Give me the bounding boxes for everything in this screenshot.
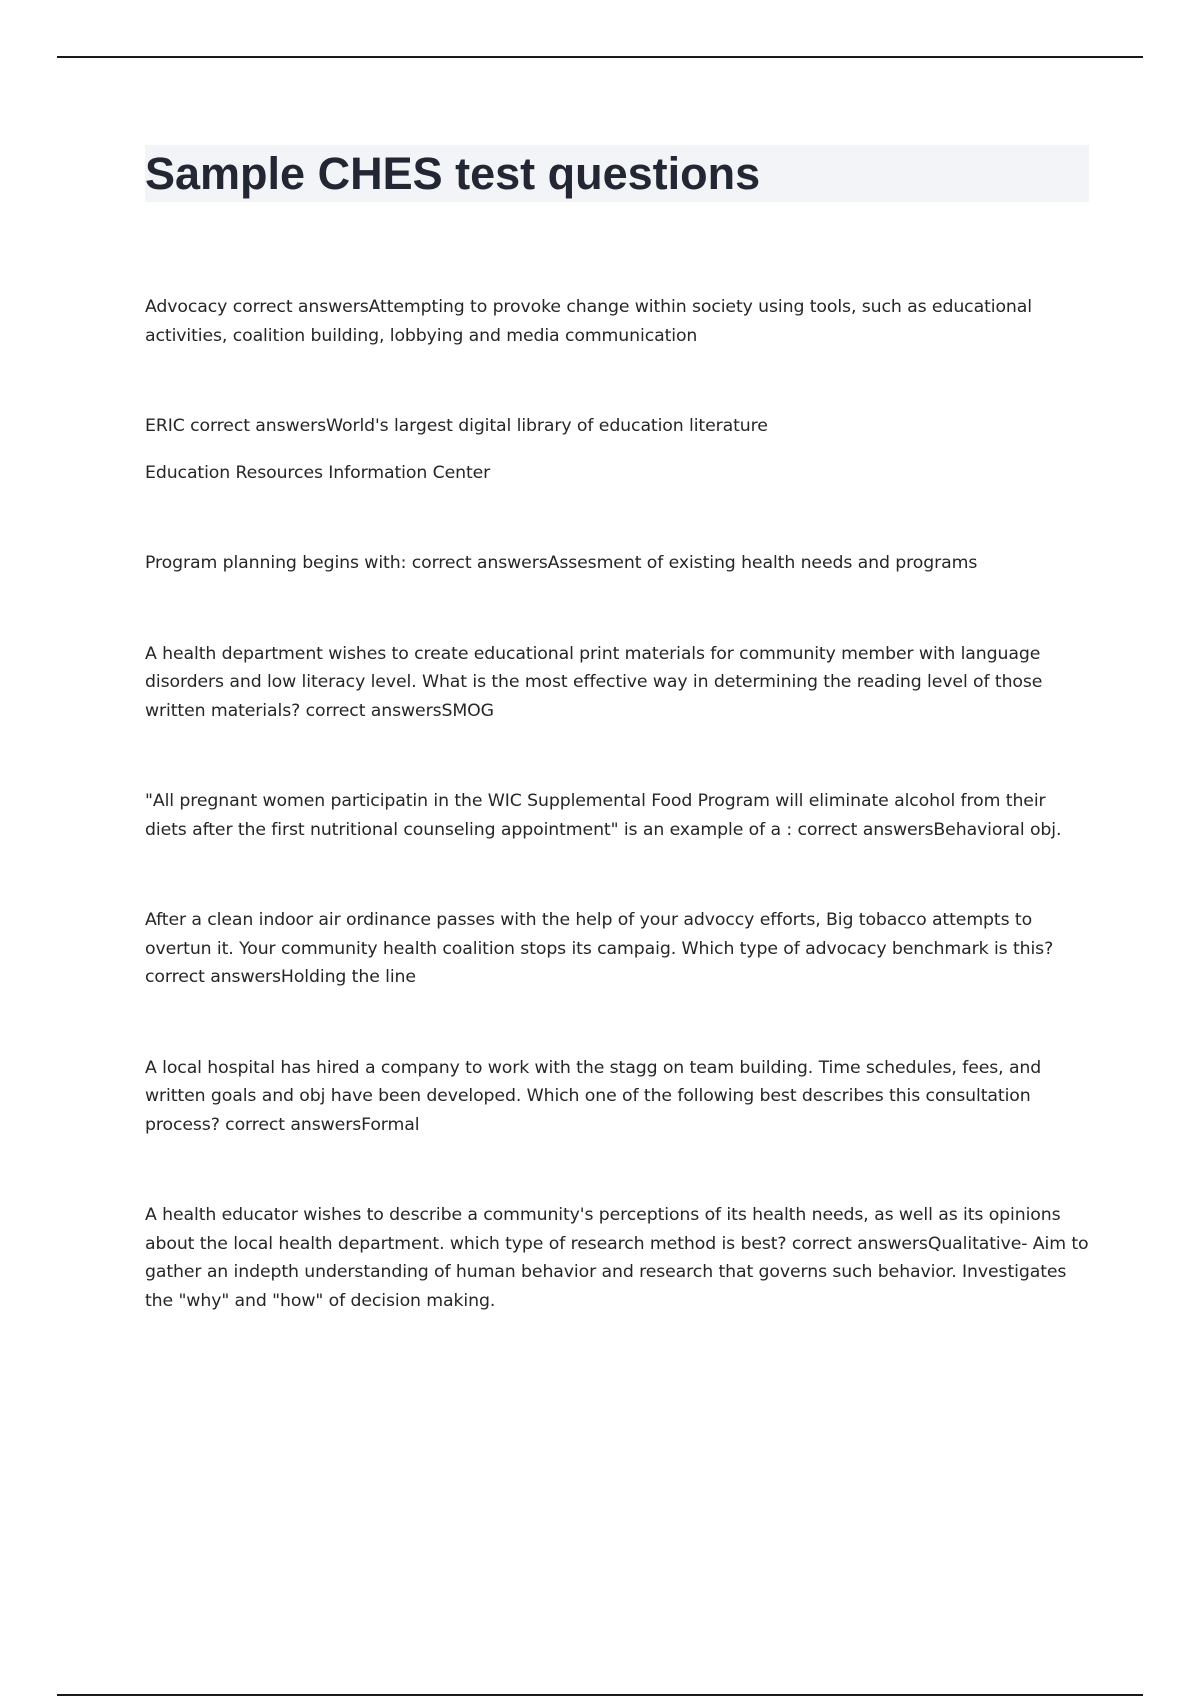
qa-extra: Education Resources Information Center [145,462,491,483]
qa-text: "All pregnant women participatin in the WIC Supplemental Food Program will eliminate alcohol from their diets after the first nutritional counseling appointment" is an example of a : correct answersBehavioral obj. [145,791,1062,840]
qa-item-research-method [145,1201,1089,1315]
qa-item-eric [145,412,1089,487]
qa-text: A health educator wishes to describe a community's perceptions of its health needs, as well as its opinions about the local health department. which type of research method is best? correct answersQualitative- Aim to gather an indepth understanding of human behavior and research that governs such behavior. Investigates the "why" and "how" of decision making. [145,1205,1089,1311]
qa-item-program-planning [145,549,1089,578]
qa-text: A local hospital has hired a company to work with the stagg on team building. Time schedules, fees, and written goals and obj have been developed. Which one of the following best describes this consultation process? correct answersFormal [145,1057,1042,1135]
page-title: Sample CHES test questions [145,148,761,199]
qa-item-behavioral-objective [145,787,1089,844]
qa-item-consultation [145,1054,1089,1140]
qa-text: ERIC correct answersWorld's largest digital library of education literature [145,416,768,436]
qa-item-reading-level [145,640,1089,726]
bottom-rule [57,1694,1143,1696]
qa-list [145,293,1089,1315]
qa-item-advocacy [145,293,1089,350]
qa-text: Advocacy correct answersAttempting to provoke change within society using tools, such as educational activities, coalition building, lobbying and media communication [145,297,1032,346]
qa-text: Program planning begins with: correct answersAssesment of existing health needs and programs [145,553,978,573]
top-rule [57,56,1143,58]
qa-text: A health department wishes to create educational print materials for community member with language disorders and low literacy level. What is the most effective way in determining the reading level of those written materials? correct answersSMOG [145,643,1043,721]
title-banner [145,145,1089,202]
document-body [145,145,1089,1377]
qa-item-advocacy-benchmark [145,906,1089,992]
qa-text: After a clean indoor air ordinance passes with the help of your advoccy efforts, Big tobacco attempts to overtun it. Your community health coalition stops its campaig. Which type of advocacy benchmark is this? correct answersHolding the line [145,910,1054,987]
